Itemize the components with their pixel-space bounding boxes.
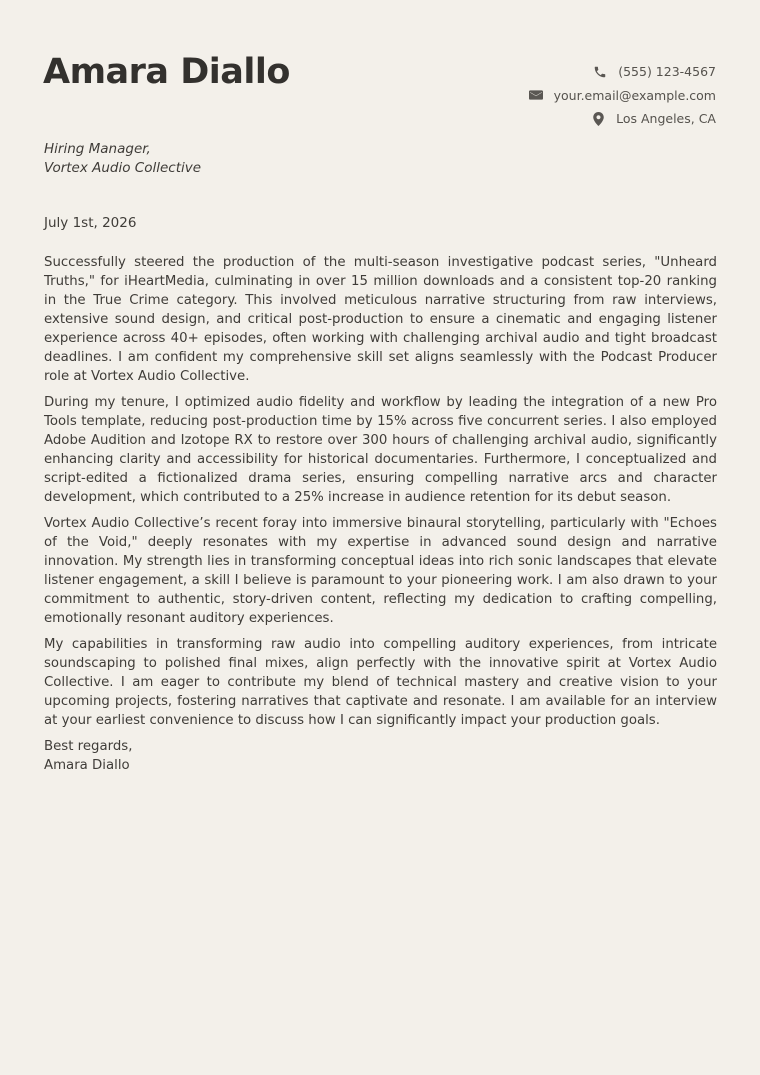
- recipient-company: Vortex Audio Collective: [44, 160, 202, 176]
- map-pin-icon: [590, 111, 606, 127]
- contact-location: Los Angeles, CA: [616, 111, 716, 127]
- contact-location-row: [528, 107, 716, 131]
- closing-signature: Amara Diallo: [44, 758, 130, 773]
- contact-block: [528, 60, 716, 131]
- contact-phone-row: [528, 60, 716, 84]
- envelope-icon: [528, 87, 544, 103]
- body-paragraph-1: Successfully steered the production of the multi-season investigative podcast series, "Unheard Truths," for iHeartMedia, culminating in over 15 million downloads and a consistent top-20 ranking in the True Crime category. This involved meticulous narrative structuring from raw interviews, extensive sound design, and critical post-production to ensure a cinematic and engaging listener experience across 40+ episodes, often working with challenging archival audio and tight broadcast deadlines. I am confident my comprehensive skill set aligns seamlessly with the Podcast Producer role at Vortex Audio Collective.: [44, 255, 717, 384]
- letter-body: [44, 253, 717, 775]
- letter-date: July 1st, 2026: [44, 215, 137, 231]
- contact-phone: (555) 123-4567: [618, 64, 716, 80]
- body-paragraph-2: During my tenure, I optimized audio fidelity and workflow by leading the integration of a new Pro Tools template, reducing post-production time by 15% across five concurrent series. I also employed Adobe Audition and Izotope RX to restore over 300 hours of challenging archival audio, significantly enhancing clarity and accessibility for historical documentaries. Furthermore, I conceptualized and script-edited a fictionalized drama series, ensuring compelling narrative arcs and character development, which contributed to a 25% increase in audience retention for its debut season.: [44, 395, 717, 505]
- recipient-block: [44, 140, 201, 178]
- body-paragraph-4: My capabilities in transforming raw audio into compelling auditory experiences, from intricate soundscaping to polished final mixes, align perfectly with the innovative spirit at Vortex Audio Collective. I am eager to contribute my blend of technical mastery and creative vision to your upcoming projects, fostering narratives that captivate and resonate. I am available for an interview at your earliest convenience to discuss how I can significantly impact your production goals.: [44, 637, 717, 728]
- applicant-name: Amara Diallo: [43, 52, 290, 92]
- closing-block: [44, 737, 717, 775]
- phone-icon: [592, 64, 608, 80]
- closing-salutation: Best regards,: [44, 739, 133, 754]
- contact-email-row: [528, 84, 716, 108]
- body-paragraph-3: Vortex Audio Collective’s recent foray into immersive binaural storytelling, particularly with "Echoes of the Void," deeply resonates with my expertise in advanced sound design and narrative innovation. My strength lies in transforming conceptual ideas into rich sonic landscapes that elevate listener engagement, a skill I believe is paramount to your pioneering work. I am also drawn to your commitment to authentic, story-driven content, reflecting my dedication to crafting compelling, emotionally resonant auditory experiences.: [44, 516, 717, 626]
- contact-email: your.email@example.com: [553, 87, 716, 103]
- recipient-title: Hiring Manager,: [44, 141, 151, 157]
